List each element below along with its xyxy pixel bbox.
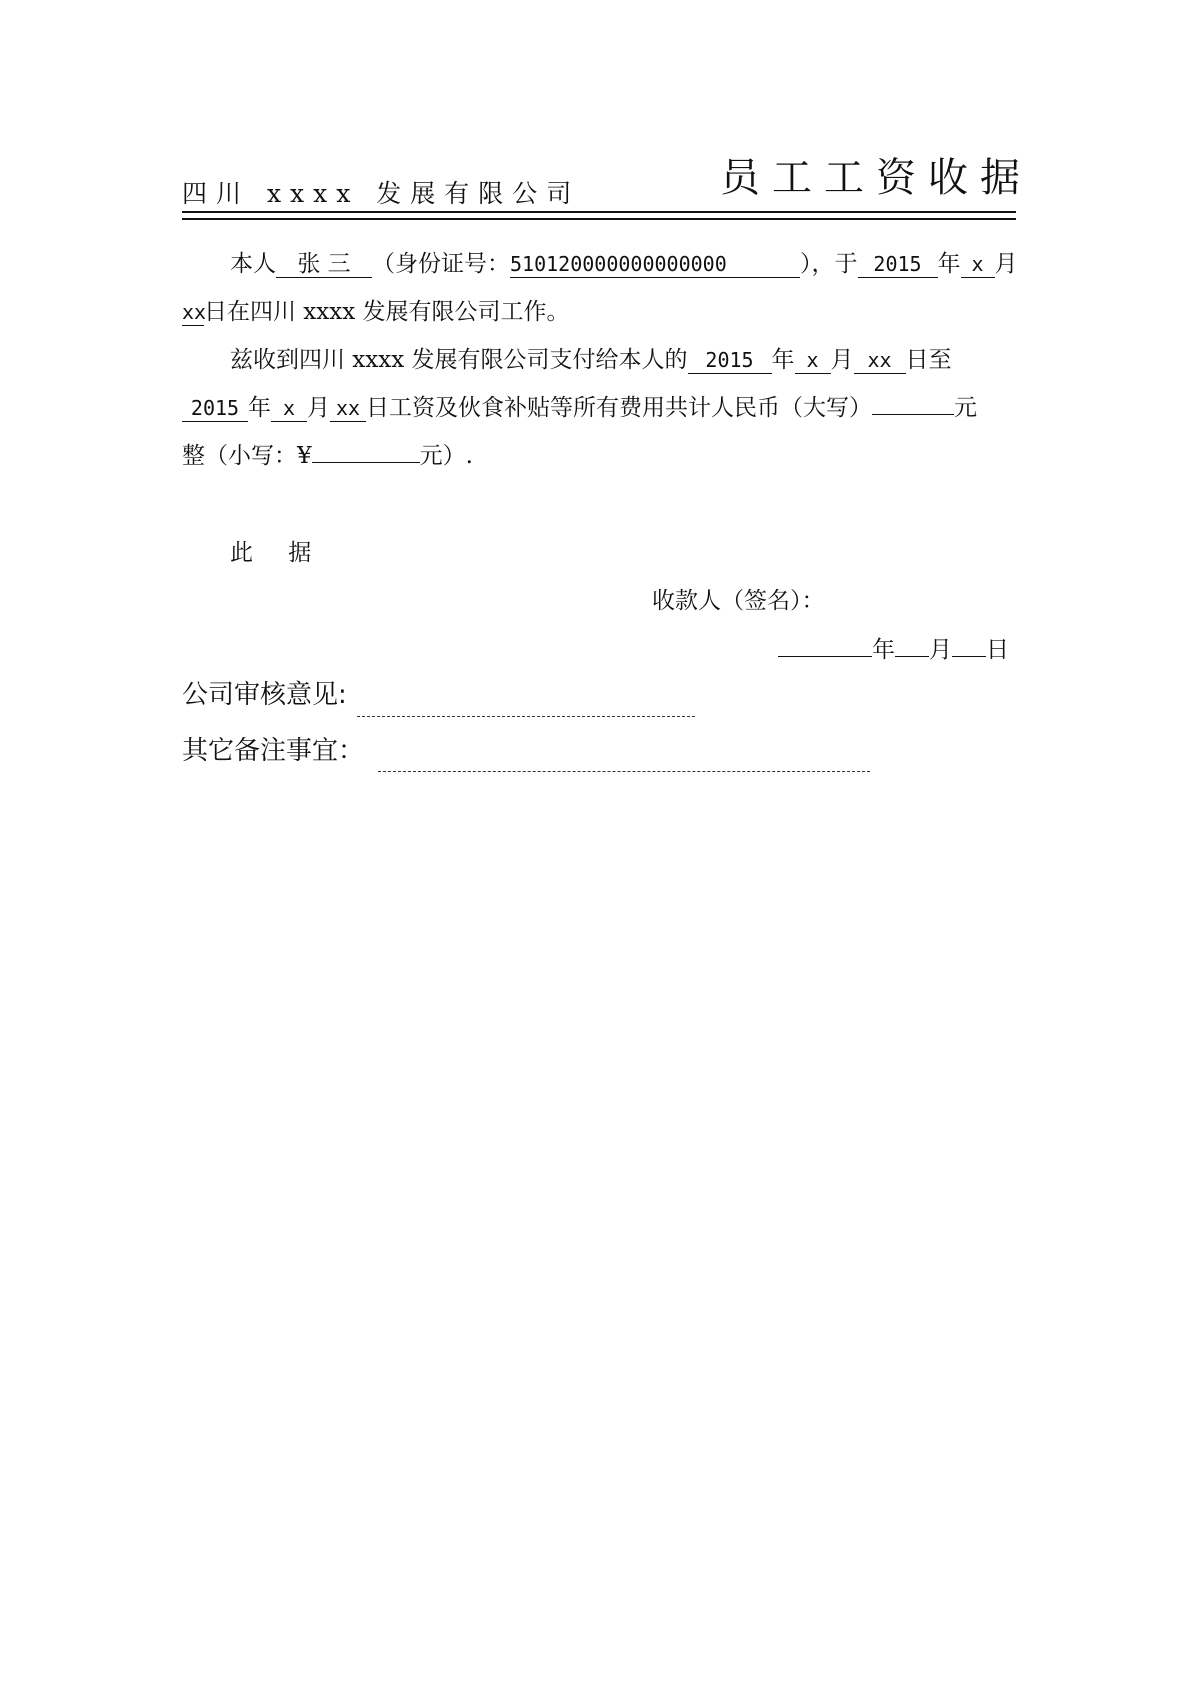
- pay-from-month-field[interactable]: x: [795, 347, 831, 374]
- para2-line1: [182, 336, 1022, 384]
- id-number-field[interactable]: 510120000000000000: [510, 251, 800, 278]
- small-amount-label: 整（小写：¥: [182, 443, 312, 469]
- para1-line2: [182, 288, 1022, 336]
- start-month-field[interactable]: x: [961, 251, 995, 278]
- para2-middle: 日工资及伙食补贴等所有费用共计人民币（大写）: [366, 395, 872, 421]
- pay-to-day-field[interactable]: xx: [330, 395, 366, 422]
- pay-from-year-field[interactable]: 2015: [688, 347, 772, 374]
- company-name: 四川 xxxx 发展有限公司: [182, 179, 581, 208]
- signature-year-field[interactable]: [778, 656, 872, 657]
- yuan-unit: 元: [954, 395, 977, 421]
- signature-day-unit: 日: [986, 637, 1009, 663]
- signature-day-field[interactable]: [952, 656, 986, 657]
- id-label: （身份证号：: [372, 251, 510, 277]
- para1-line1: [182, 240, 1022, 288]
- header-rule-top: [182, 211, 1016, 213]
- para1-prefix: 本人: [230, 251, 276, 277]
- document-title: 员工工资收据: [720, 155, 1032, 201]
- payee-signature-label: 收款人（签名）：: [652, 588, 825, 614]
- para2-line3: [182, 432, 1022, 480]
- pay-from-day-field[interactable]: xx: [854, 347, 906, 374]
- pay-to-month-field[interactable]: x: [271, 395, 307, 422]
- para1-close: ），于: [800, 251, 858, 277]
- to-year-unit: 年: [248, 395, 271, 421]
- from-month-unit: 月: [830, 347, 854, 373]
- to-month-unit: 月: [307, 395, 330, 421]
- small-amount-end: 元）.: [419, 443, 473, 469]
- pay-to-year-field[interactable]: 2015: [182, 395, 248, 422]
- para2-line2: [182, 384, 1022, 432]
- signature-month-unit: 月: [929, 637, 952, 663]
- signature-month-field[interactable]: [895, 656, 929, 657]
- year-unit: 年: [937, 251, 961, 277]
- signature-year-unit: 年: [872, 637, 895, 663]
- start-year-field[interactable]: 2015: [858, 251, 938, 278]
- amount-lowercase-field[interactable]: [312, 462, 420, 463]
- audit-opinion-label: 公司审核意见:: [182, 680, 347, 710]
- signature-date-line: [778, 626, 1038, 674]
- other-notes-field[interactable]: [378, 771, 870, 772]
- employee-name-field[interactable]: 张 三: [276, 251, 372, 278]
- para2-prefix: 兹收到四川 xxxx 发展有限公司支付给本人的: [230, 347, 688, 373]
- header-rule-bottom: [182, 218, 1016, 220]
- para1-suffix: 日在四川 xxxx 发展有限公司工作。: [204, 299, 570, 325]
- audit-opinion-field[interactable]: [357, 716, 695, 717]
- from-year-unit: 年: [771, 347, 795, 373]
- other-notes-label: 其它备注事宜：: [182, 736, 365, 766]
- amount-uppercase-field[interactable]: [872, 414, 954, 415]
- evidence-text: 此 据: [230, 540, 326, 566]
- day-to-text: 日至: [905, 347, 952, 373]
- start-day-field[interactable]: xx: [182, 300, 207, 324]
- month-unit: 月: [994, 251, 1018, 277]
